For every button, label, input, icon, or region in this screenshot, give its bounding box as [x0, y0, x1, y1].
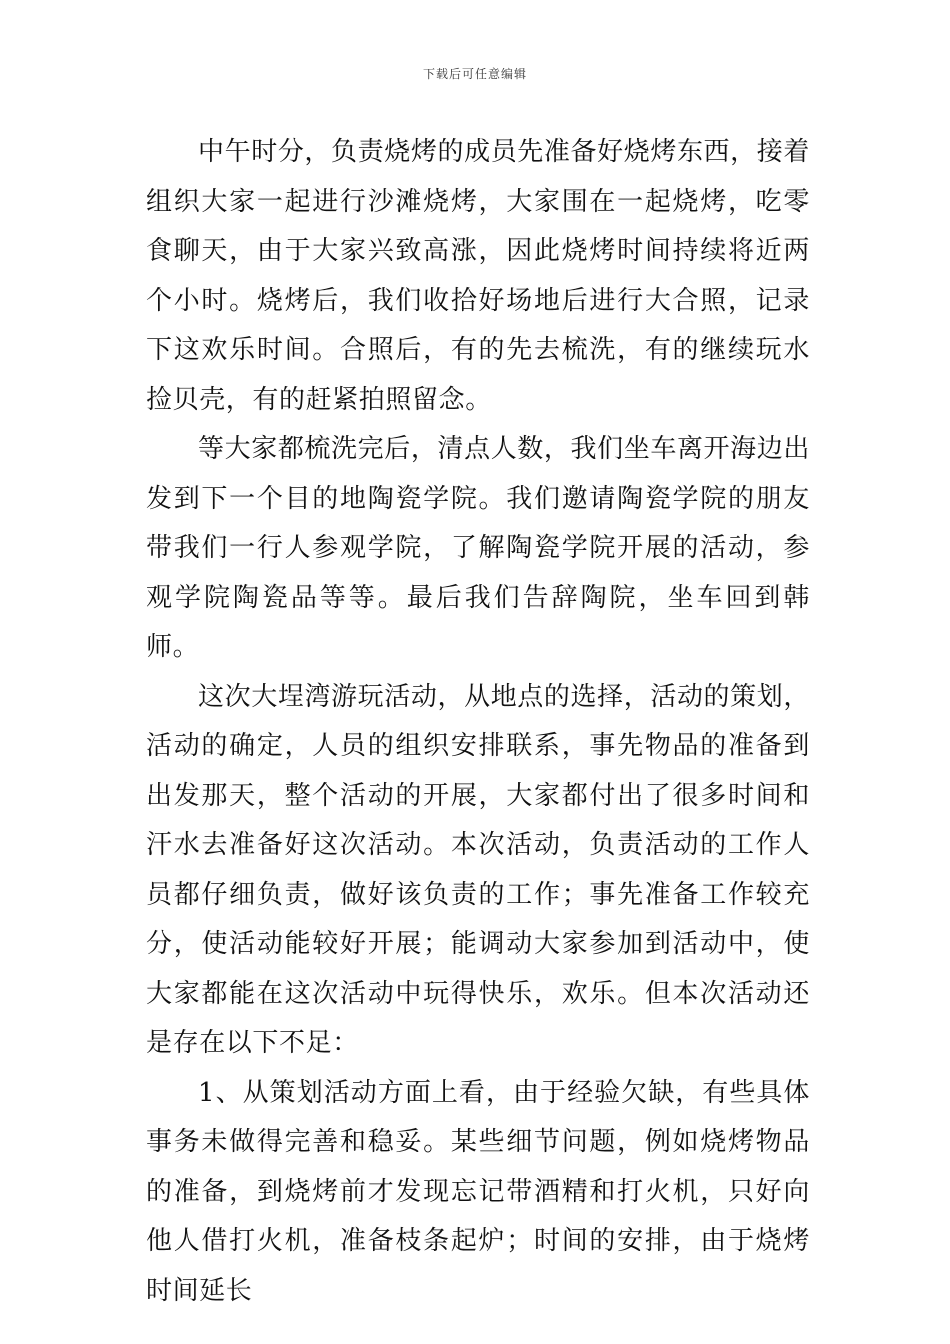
document-body	[146, 128, 810, 1316]
paragraph-1: 中午时分，负责烧烤的成员先准备好烧烤东西，接着组织大家一起进行沙滩烧烤，大家围在一起烧烤，吃零食聊天，由于大家兴致高涨，因此烧烤时间持续将近两个小时。烧烤后，我们收拾好场地后进行大合照，记录下这欢乐时间。合照后，有的先去梳洗，有的继续玩水捡贝壳，有的赶紧拍照留念。	[146, 137, 810, 415]
header-note: 下载后可任意编辑	[422, 67, 527, 81]
paragraph-4: 1、从策划活动方面上看，由于经验欠缺，有些具体事务未做得完善和稳妥。某些细节问题，例如烧烤物品的准备，到烧烤前才发现忘记带酒精和打火机，只好向他人借打火机，准备枝条起炉；时间的安排，由于烧烤时间延长	[146, 1077, 810, 1306]
paragraph-3: 这次大埕湾游玩活动，从地点的选择，活动的策划，活动的确定，人员的组织安排联系，事先物品的准备到出发那天，整个活动的开展，大家都付出了很多时间和汗水去准备好这次活动。本次活动，负责活动的工作人员都仔细负责，做好该负责的工作；事先准备工作较充分，使活动能较好开展；能调动大家参加到活动中，使大家都能在这次活动中玩得快乐，欢乐。但本次活动还是存在以下不足：	[146, 681, 810, 1058]
paragraph-2: 等大家都梳洗完后，清点人数，我们坐车离开海边出发到下一个目的地陶瓷学院。我们邀请陶瓷学院的朋友带我们一行人参观学院，了解陶瓷学院开展的活动，参观学院陶瓷品等等。最后我们告辞陶院，坐车回到韩师。	[146, 434, 810, 662]
